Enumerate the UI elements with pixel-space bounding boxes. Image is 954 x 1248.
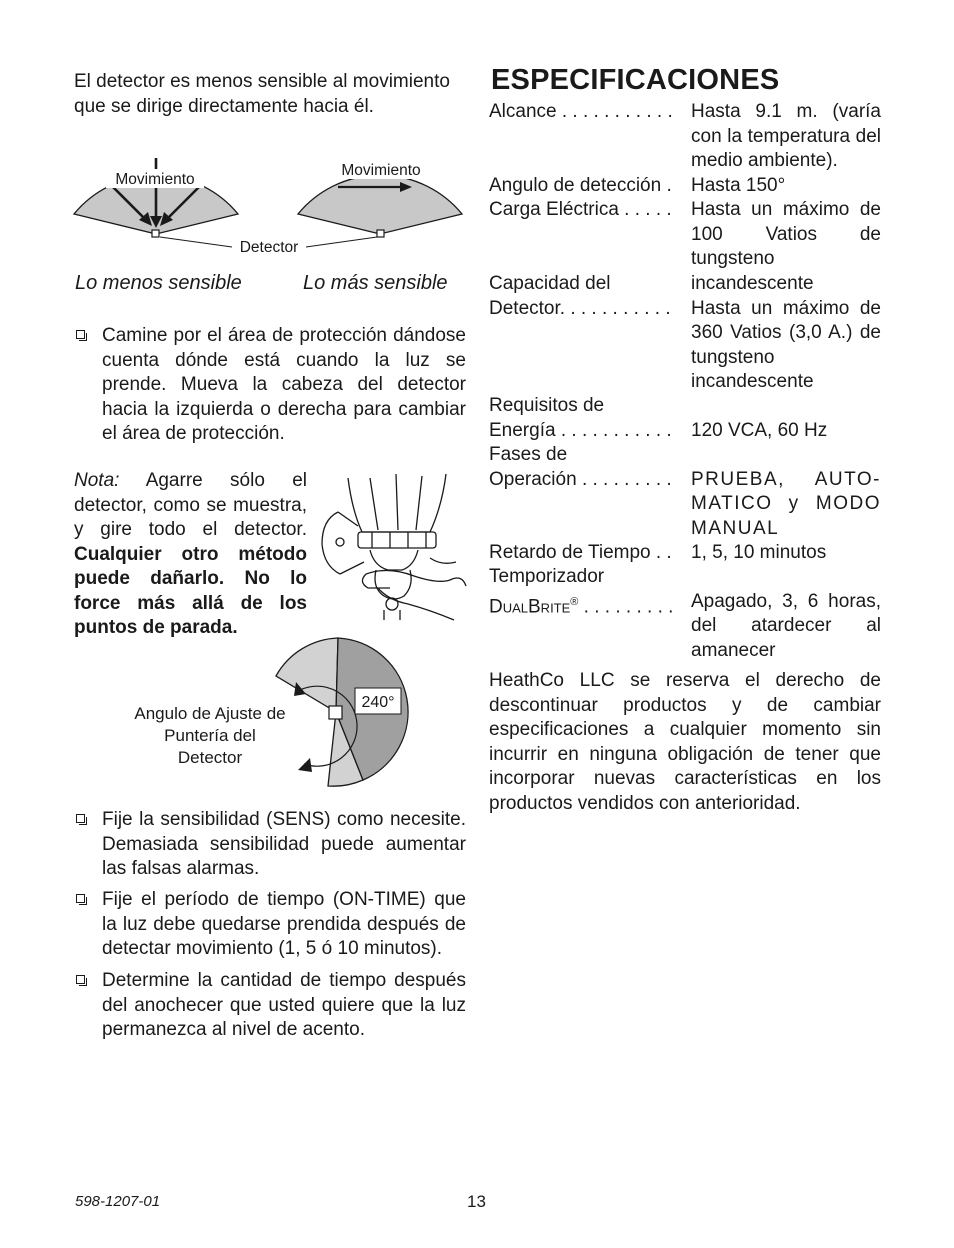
bullet-sensitivity	[74, 808, 466, 882]
note-paragraph	[74, 469, 307, 641]
aim-angle-diagram	[270, 632, 420, 798]
bullet-text: Camine por el área de protección dándose cuenta dónde está cuando la luz se prende. Mueva la cabeza del detector hacia la izquierda o derecha para cambiar el área de protección.	[102, 325, 466, 444]
aim-angle-label: Angulo de Ajuste de Puntería del Detector	[134, 704, 286, 767]
dualbrite-dots: . . . . . . . . .	[578, 595, 674, 617]
spec-label: Angulo de detección .	[489, 175, 672, 196]
movement-label-right: Movimiento	[341, 162, 421, 179]
detector-label: Detector	[239, 239, 299, 256]
sensitivity-diagram	[68, 150, 468, 262]
spec-label: Carga Eléctrica . . . . .	[489, 199, 672, 220]
checkbox-icon	[76, 814, 85, 823]
spec-value: Hasta 150°	[691, 175, 786, 196]
dualbrite-label: DualBrite	[489, 595, 571, 617]
checkbox-icon	[76, 975, 85, 984]
spec-label	[489, 590, 673, 620]
aim-detector-marker	[329, 706, 342, 719]
spec-value: Hasta 9.1 m. (varía con la temperatura del medio ambiente).	[691, 101, 881, 171]
spec-value: 1, 5, 10 minutos	[691, 542, 827, 563]
spec-label: Alcance . . . . . . . . . . .	[489, 101, 673, 122]
checkbox-icon	[76, 330, 85, 339]
intro-paragraph: El detector es menos sensible al movimiento que se dirige directamente hacia él.	[74, 71, 450, 117]
spec-label: Operación . . . . . . . . .	[489, 468, 672, 490]
spec-value: Hasta un máximo de 360 Vatios (3,0 A.) de tungsteno incandescente	[691, 297, 881, 392]
note-text: Agarre sólo el detector, como se muestra, y gire todo el detector.	[74, 470, 307, 540]
checkbox-icon	[76, 894, 85, 903]
bullet-walk-test	[74, 324, 466, 447]
angle-value: 240°	[361, 694, 395, 711]
note-label: Nota:	[74, 470, 120, 491]
page-number: 13	[467, 1192, 486, 1211]
aim-arrow-icon-bottom	[298, 758, 312, 772]
bullet-text: Fije el período de tiempo (ON-TIME) que la luz debe quedarse prendida después de detectar movimiento (1, 5 ó 10 minutos).	[102, 889, 466, 959]
caption-most-sensitive: Lo más sensible	[303, 272, 448, 294]
specifications-title: ESPECIFICACIONES	[491, 64, 780, 96]
spec-label: Detector. . . . . . . . . . .	[489, 297, 671, 319]
document-number: 598-1207-01	[75, 1193, 161, 1210]
spec-label-line1: Fases de	[489, 444, 568, 465]
bullet-accent-level	[74, 969, 466, 1043]
bullet-text: Fije la sensibilidad (SENS) como necesite. Demasiada sensibilidad puede aumentar las falsas alarmas.	[102, 809, 466, 879]
spec-value: Apagado, 3, 6 horas, del atardecer al amanecer	[691, 590, 881, 661]
bullet-on-time	[74, 888, 466, 962]
registered-mark: ®	[570, 595, 579, 608]
movement-label-left: Movimiento	[115, 171, 195, 188]
spec-label-line1: Capacidad del	[489, 273, 611, 294]
spec-value: Hasta un máximo de 100 Vatios de tungsteno incandescente	[691, 199, 881, 294]
detector-marker-right	[377, 230, 384, 237]
spec-label-line1: Temporizador	[489, 566, 605, 587]
most-sensitive-zone	[298, 175, 462, 234]
spec-label: Retardo de Tiempo . .	[489, 542, 672, 563]
aim-light-sector	[276, 638, 338, 712]
detector-marker-left	[152, 230, 159, 237]
spec-value: PRUEBA, AUTO-MATICO y MODO MANUAL	[691, 468, 881, 539]
bullet-text: Determine la cantidad de tiempo después del anochecer que usted quiere que la luz permanezca al nivel de acento.	[102, 970, 466, 1040]
disclaimer-paragraph: HeathCo LLC se reserva el derecho de descontinuar productos y de cambiar especificaciones a cualquier momento sin incurrir en ninguna obligación de tener que incorporar nuevas características en los productos vendidos con anterioridad.	[489, 670, 881, 814]
spec-label-line1: Requisitos de	[489, 395, 605, 416]
note-warning: Cualquier otro método puede dañarlo. No lo force más allá de los puntos de parada.	[74, 543, 307, 638]
caption-least-sensitive: Lo menos sensible	[75, 272, 242, 294]
spec-value: 120 VCA, 60 Hz	[691, 419, 828, 441]
hand-detector-illustration	[318, 470, 468, 628]
spec-label: Energía . . . . . . . . . . .	[489, 419, 672, 441]
